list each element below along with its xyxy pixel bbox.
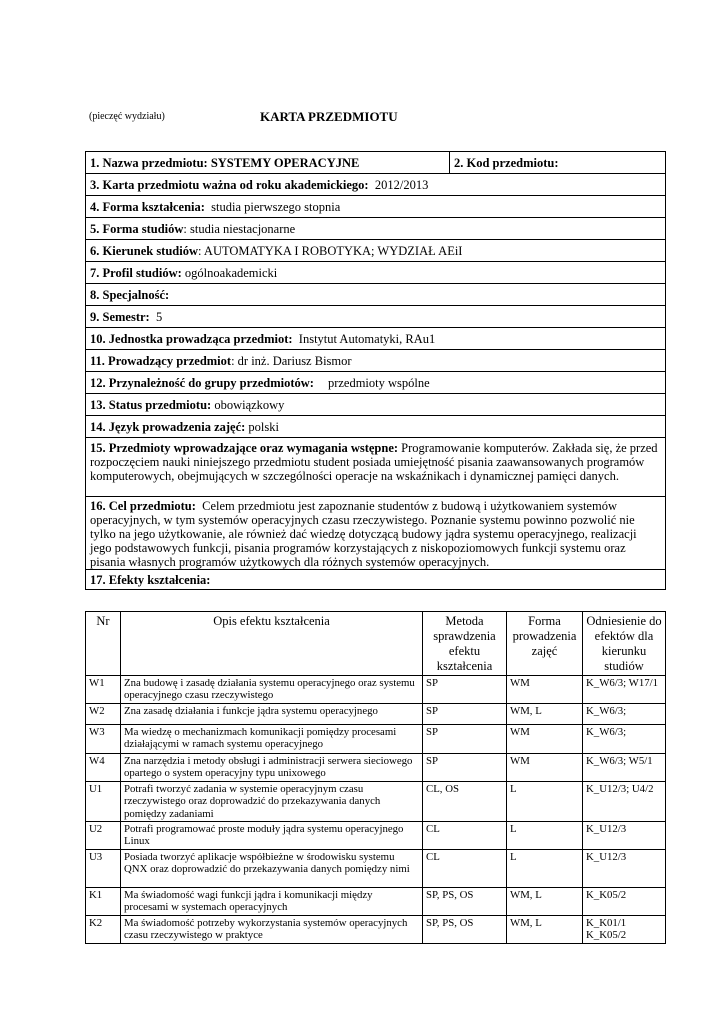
outcome-nr: U1 (86, 781, 121, 821)
field-label: 3. Karta przedmiotu ważna od roku akademickiego: (90, 177, 369, 192)
field-study-field (86, 240, 666, 262)
table-row (86, 781, 666, 821)
outcome-nr: W1 (86, 676, 121, 704)
field-value: Instytut Automatyki, RAu1 (298, 331, 436, 346)
field-value: polski (248, 419, 279, 434)
table-row (86, 888, 666, 916)
outcome-nr: W3 (86, 725, 121, 754)
header-description: Opis efektu kształcenia (121, 612, 423, 676)
field-valid-year (86, 174, 666, 196)
document-title: KARTA PRZEDMIOTU (260, 109, 398, 124)
outcome-nr: U3 (86, 850, 121, 888)
field-label: 13. Status przedmiotu: (90, 397, 212, 412)
outcome-description: Potrafi programować proste moduły jądra systemu operacyjnego Linux (121, 822, 423, 850)
field-value: 2012/2013 (374, 177, 429, 192)
outcome-nr: W2 (86, 704, 121, 725)
field-value: : AUTOMATYKA I ROBOTYKA; WYDZIAŁ AEiI (198, 243, 463, 258)
outcomes-body (86, 676, 666, 944)
outcome-description: Potrafi tworzyć zadania w systemie operacyjnym czasu rzeczywistego oraz doprowadzić do przekazywania danych pomiędzy zadaniami (121, 781, 423, 821)
field-course-name (86, 152, 450, 174)
outcome-form: WM (507, 676, 583, 704)
outcome-form: WM, L (507, 915, 583, 943)
outcome-method: SP (423, 725, 507, 754)
field-label: 12. Przynależność do grupy przedmiotów: (90, 375, 314, 390)
outcome-method: CL (423, 822, 507, 850)
outcome-reference: K_W6/3; (583, 725, 666, 754)
outcome-form: L (507, 822, 583, 850)
field-label: 8. Specjalność: (90, 287, 170, 302)
field-label: 7. Profil studiów: (90, 265, 182, 280)
table-row (86, 676, 666, 704)
header-form: Forma prowadzenia zajęć (507, 612, 583, 676)
field-unit (86, 328, 666, 350)
field-label: 9. Semestr: (90, 309, 150, 324)
field-label: 5. Forma studiów (90, 221, 184, 236)
field-label: 10. Jednostka prowadząca przedmiot: (90, 331, 293, 346)
header-method: Metoda sprawdzenia efektu kształcenia (423, 612, 507, 676)
outcome-nr: U2 (86, 822, 121, 850)
outcome-method: SP (423, 754, 507, 782)
field-study-form (86, 218, 666, 240)
outcome-description: Ma świadomość potrzeby wykorzystania systemów operacyjnych czasu rzeczywistego w praktyce (121, 915, 423, 943)
field-label: 17. Efekty kształcenia: (90, 572, 211, 587)
outcome-nr: K1 (86, 888, 121, 916)
field-specialization (86, 284, 666, 306)
field-course-group (86, 372, 666, 394)
field-course-status (86, 394, 666, 416)
outcome-reference: K_U12/3 (583, 850, 666, 888)
outcome-reference: K_U12/3; U4/2 (583, 781, 666, 821)
outcome-description: Zna budowę i zasadę działania systemu operacyjnego oraz systemu operacyjnego czasu rzeczywistego (121, 676, 423, 704)
outcomes-header-row (86, 612, 666, 676)
outcome-reference: K_W6/3; W17/1 (583, 676, 666, 704)
header-reference: Odniesienie do efektów dla kierunku studiów (583, 612, 666, 676)
table-row (86, 704, 666, 725)
field-label: 14. Język prowadzenia zajęć: (90, 419, 246, 434)
outcome-description: Zna zasadę działania i funkcje jądra systemu operacyjnego (121, 704, 423, 725)
outcome-nr: W4 (86, 754, 121, 782)
field-label: 2. Kod przedmiotu: (454, 155, 559, 170)
table-row (86, 850, 666, 888)
field-education-form (86, 196, 666, 218)
header-nr: Nr (86, 612, 121, 676)
field-value: przedmioty wspólne (327, 375, 430, 390)
outcome-description: Posiada tworzyć aplikacje współbieżne w środowisku systemu QNX oraz doprowadzić do przekazywania danych pomiędzy nimi (121, 850, 423, 888)
field-value: obowiązkowy (214, 397, 285, 412)
field-value: Celem przedmiotu jest zapoznanie studentów z budową i użytkowaniem systemów operacyjnych, w tym systemów operacyjnych czasu rzeczywistego. Poznanie systemu powinno pozwolić nie tylko na jego użytkowanie, ale również dać wiedzę dotyczącą budowy jądra systemu operacyjnego, realizacji jego podstawowych funkcji, pisania programów korzystających z niskopoziomowych funkcji systemu oraz pisania własnych programów użytkowych dla różnych systemów operacyjnych. (90, 499, 637, 569)
outcome-nr: K2 (86, 915, 121, 943)
field-value: : dr inż. Dariusz Bismor (231, 353, 352, 368)
field-language (86, 416, 666, 438)
field-value: Programowanie komputerów. Zakłada się, że przed rozpoczęciem nauki niniejszego przedmiotu student posiada umiejętność pisania zaawansowanych programów komputerowych, obejmujących w szczególności operacje na wskaźnikach i dynamicznej pamięci danych. (90, 441, 658, 483)
outcome-method: SP (423, 704, 507, 725)
outcome-description: Ma wiedzę o mechanizmach komunikacji pomiędzy procesami działającymi w ramach systemu operacyjnego (121, 725, 423, 754)
learning-outcomes-table (85, 611, 666, 944)
field-lecturer (86, 350, 666, 372)
field-value: 5 (155, 309, 163, 324)
outcome-method: CL (423, 850, 507, 888)
outcome-description: Ma świadomość wagi funkcji jądra i komunikacji między procesami w systemach operacyjnych (121, 888, 423, 916)
outcome-reference: K_W6/3; (583, 704, 666, 725)
outcome-method: SP, PS, OS (423, 888, 507, 916)
field-value: ogólnoakademicki (184, 265, 278, 280)
field-label: 6. Kierunek studiów (90, 243, 199, 258)
course-card-table (85, 151, 666, 590)
outcome-form: WM, L (507, 704, 583, 725)
outcome-reference: K_K05/2 (583, 888, 666, 916)
outcome-method: CL, OS (423, 781, 507, 821)
field-label: 11. Prowadzący przedmiot (90, 353, 232, 368)
table-row (86, 725, 666, 754)
field-label: 1. Nazwa przedmiotu: (90, 155, 208, 170)
field-label: 4. Forma kształcenia: (90, 199, 205, 214)
table-row (86, 754, 666, 782)
faculty-stamp: (pieczęć wydziału) (89, 111, 165, 122)
field-course-code (450, 152, 666, 174)
outcome-method: SP, PS, OS (423, 915, 507, 943)
field-learning-outcomes (86, 570, 666, 590)
field-value: studia pierwszego stopnia (211, 199, 341, 214)
table-row (86, 915, 666, 943)
table-row (86, 822, 666, 850)
field-value: : studia niestacjonarne (183, 221, 296, 236)
field-semester (86, 306, 666, 328)
field-label: 16. Cel przedmiotu: (90, 499, 196, 513)
outcome-form: L (507, 850, 583, 888)
outcome-form: WM (507, 725, 583, 754)
outcome-description: Zna narzędzia i metody obsługi i administracji serwera sieciowego opartego o system operacyjny typu unixowego (121, 754, 423, 782)
field-study-profile (86, 262, 666, 284)
outcome-form: WM (507, 754, 583, 782)
outcome-reference: K_W6/3; W5/1 (583, 754, 666, 782)
outcome-reference: K_K01/1 K_K05/2 (583, 915, 666, 943)
outcome-method: SP (423, 676, 507, 704)
field-prerequisites (86, 438, 666, 497)
outcome-form: L (507, 781, 583, 821)
outcome-reference: K_U12/3 (583, 822, 666, 850)
field-value: SYSTEMY OPERACYJNE (210, 155, 360, 170)
field-course-goal (86, 497, 666, 570)
field-label: 15. Przedmioty wprowadzające oraz wymagania wstępne: (90, 441, 399, 455)
outcome-form: WM, L (507, 888, 583, 916)
